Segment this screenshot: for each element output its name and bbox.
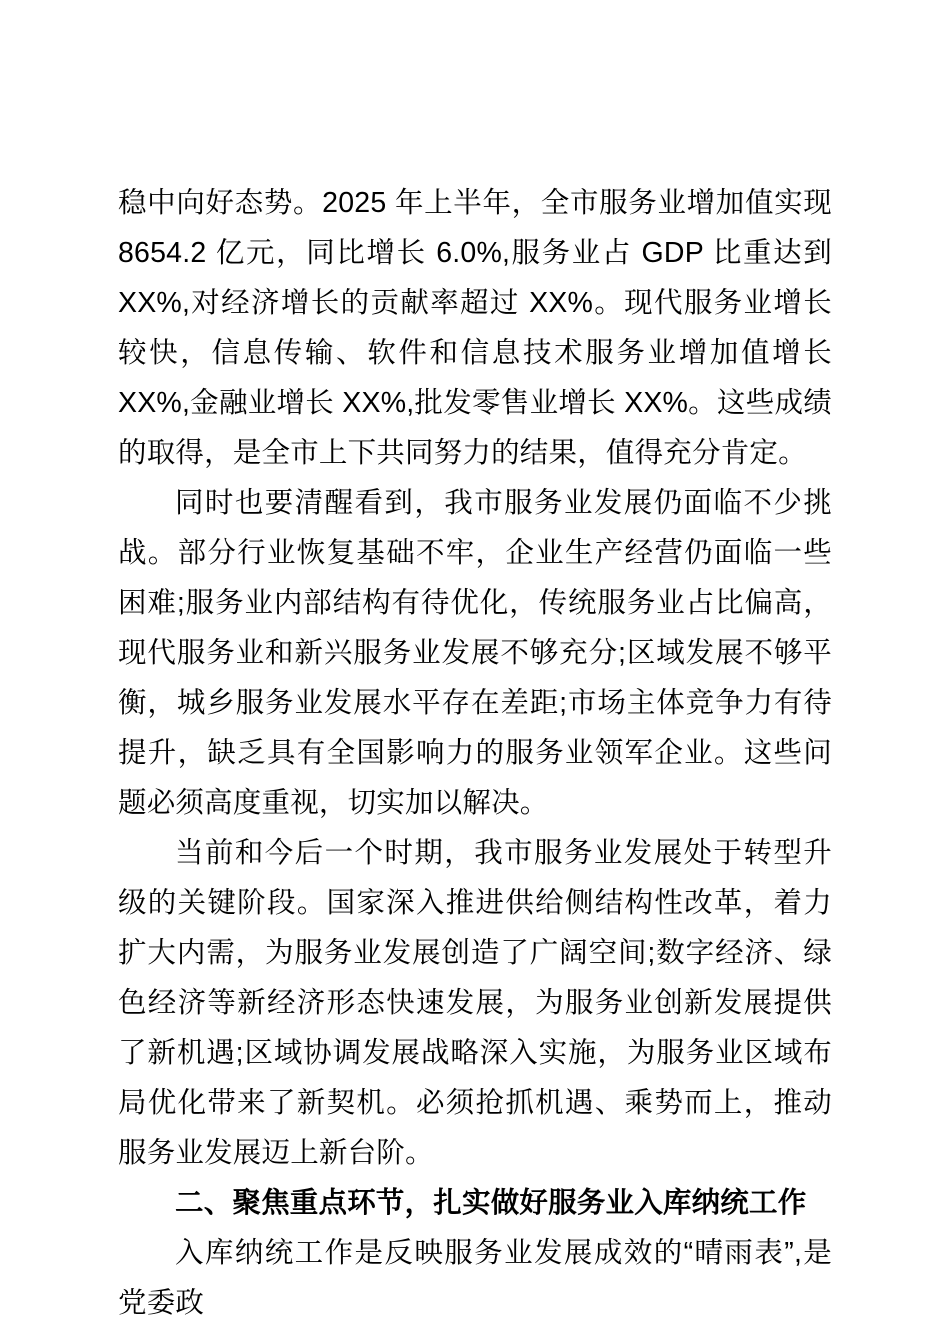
section-heading-two: 二、聚焦重点环节，扎实做好服务业入库纳统工作 <box>175 1187 807 1219</box>
paragraph-opportunities: 当前和今后一个时期，我市服务业发展处于转型升级的关键阶段。国家深入推进供给侧结构性改革，着力扩大内需，为服务业发展创造了广阔空间;数字经济、绿色经济等新经济形态快速发展，为服务业创新发展提供了新机遇;区域协调发展战略深入实施，为服务业区域布局优化带来了新契机。必须抢抓机遇、乘势而上，推动服务业发展迈上新台阶。 <box>118 837 832 1169</box>
document-text-body <box>118 178 832 1328</box>
paragraph-service-industry-performance: 稳中向好态势。2025 年上半年，全市服务业增加值实现 8654.2 亿元，同比增长 6.0%,服务业占 GDP 比重达到 XX%,对经济增长的贡献率超过 XX%。现代服务业增长较快，信息传输、软件和信息技术服务业增加值增长 XX%,金融业增长 XX%,批发零售业增长 XX%。这些成绩的取得，是全市上下共同努力的结果，值得充分肯定。 <box>118 187 832 469</box>
paragraph-challenges: 同时也要清醒看到，我市服务业发展仍面临不少挑战。部分行业恢复基础不牢，企业生产经营仍面临一些困难;服务业内部结构有待优化，传统服务业占比偏高，现代服务业和新兴服务业发展不够充分;区域发展不够平衡，城乡服务业发展水平存在差距;市场主体竞争力有待提升，缺乏具有全国影响力的服务业领军企业。这些问题必须高度重视，切实加以解决。 <box>118 487 832 819</box>
paragraph-statistics-registration: 入库纳统工作是反映服务业发展成效的“晴雨表”,是党委政 <box>118 1237 832 1319</box>
